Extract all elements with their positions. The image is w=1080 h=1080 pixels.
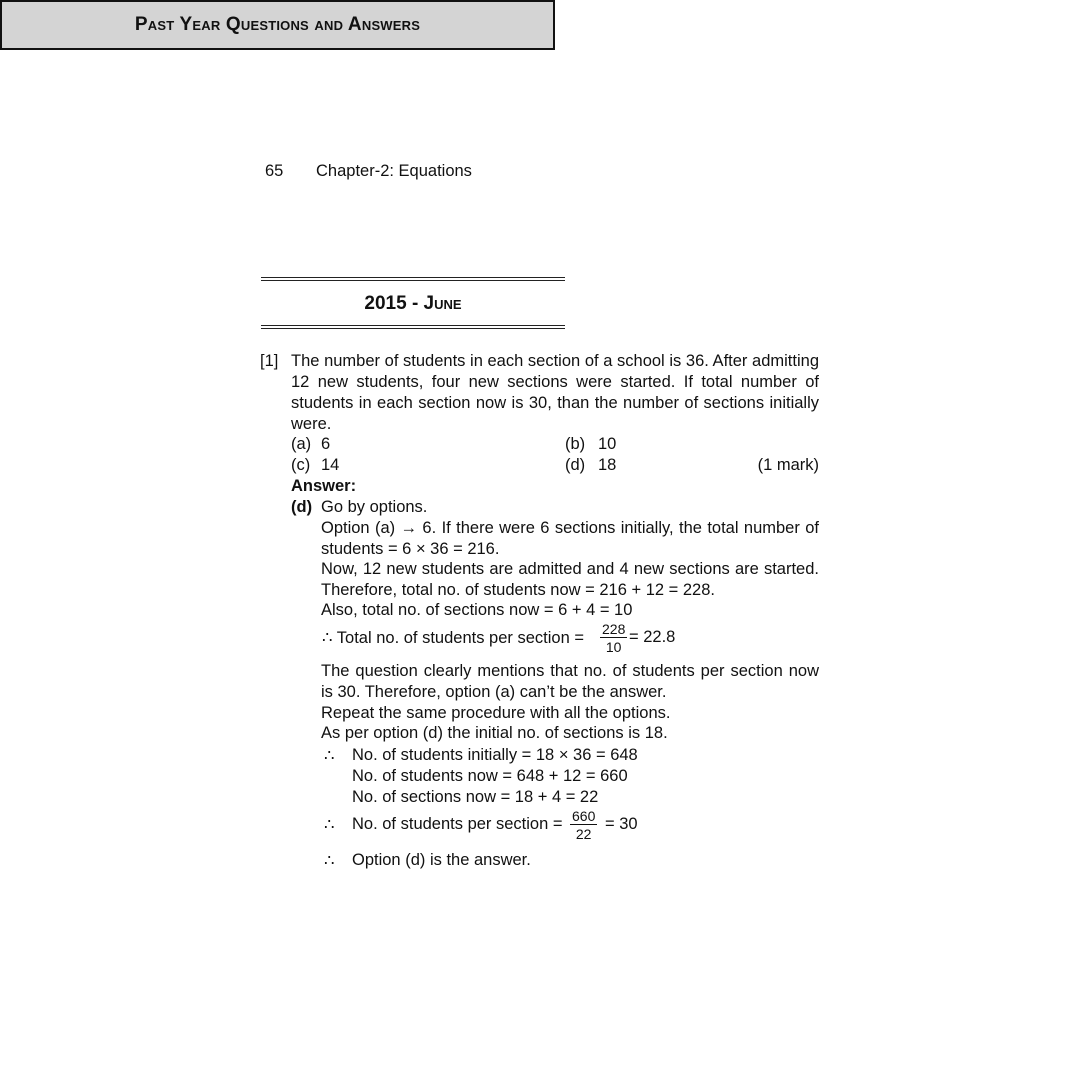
therefore-symbol: ∴ xyxy=(324,852,335,870)
banner-title: Past Year Questions and Answers xyxy=(134,14,421,35)
answer-line: Option (a) → 6. If there were 6 sections initially, the total number of xyxy=(321,519,819,537)
fraction-denominator: 22 xyxy=(575,826,592,842)
per-section-prefix: No. of students per section = xyxy=(352,815,563,833)
option-a-key: (a) xyxy=(291,435,312,453)
page-number: 65 xyxy=(265,162,284,180)
question-line: 12 new students, four new sections were started. If total number of xyxy=(291,373,819,391)
question-number: [1] xyxy=(260,352,279,370)
therefore-symbol: ∴ xyxy=(324,747,335,765)
answer-intro: Go by options. xyxy=(321,498,428,516)
answer-line: Also, total no. of sections now = 6 + 4 = 10 xyxy=(321,601,633,619)
answer-label: Answer: xyxy=(291,477,357,495)
per-section-result: = 30 xyxy=(605,815,638,833)
calc-line: No. of students now = 648 + 12 = 660 xyxy=(352,767,628,785)
option-d-key: (d) xyxy=(565,456,586,474)
question-line: were. xyxy=(291,415,332,433)
answer-line: The question clearly mentions that no. of students per section now xyxy=(321,662,819,680)
fraction-denominator: 10 xyxy=(605,639,622,655)
chapter-title: Chapter-2: Equations xyxy=(316,162,472,180)
calc-line: No. of sections now = 18 + 4 = 22 xyxy=(352,788,599,806)
answer-line: As per option (d) the initial no. of sections is 18. xyxy=(321,724,668,742)
option-c-key: (c) xyxy=(291,456,311,474)
question-line: students in each section now is 30, than the number of sections initially xyxy=(291,394,819,412)
fraction-numerator: 228 xyxy=(602,621,626,637)
question-line: The number of students in each section of a school is 36. After admitting xyxy=(291,352,819,370)
option-c-value: 14 xyxy=(321,456,340,474)
answer-line: is 30. Therefore, option (a) can’t be the answer. xyxy=(321,683,667,701)
fraction-228-10 xyxy=(600,622,627,656)
section-banner xyxy=(0,0,555,50)
option-d-value: 18 xyxy=(598,456,617,474)
fraction-numerator: 660 xyxy=(572,808,596,824)
calc-line: No. of students initially = 18 × 36 = 648 xyxy=(352,746,638,764)
per-section-result: = 22.8 xyxy=(629,628,676,646)
option-a-value: 6 xyxy=(321,435,331,453)
therefore-symbol: ∴ xyxy=(324,816,335,834)
answer-line: Repeat the same procedure with all the options. xyxy=(321,704,671,722)
divider-bottom xyxy=(261,325,565,329)
per-section-prefix: ∴ Total no. of students per section = xyxy=(322,629,584,647)
option-b-value: 10 xyxy=(598,435,617,453)
answer-line: students = 6 × 36 = 216. xyxy=(321,540,500,558)
conclusion: Option (d) is the answer. xyxy=(352,851,531,869)
marks: (1 mark) xyxy=(757,456,819,474)
divider-top xyxy=(261,277,565,281)
fraction-660-22 xyxy=(570,809,597,843)
answer-option: (d) xyxy=(291,498,313,516)
answer-line: Now, 12 new students are admitted and 4 new sections are started. xyxy=(321,560,819,578)
year-heading: 2015 - June xyxy=(364,293,462,314)
option-b-key: (b) xyxy=(565,435,586,453)
answer-line: Therefore, total no. of students now = 216 + 12 = 228. xyxy=(321,581,715,599)
